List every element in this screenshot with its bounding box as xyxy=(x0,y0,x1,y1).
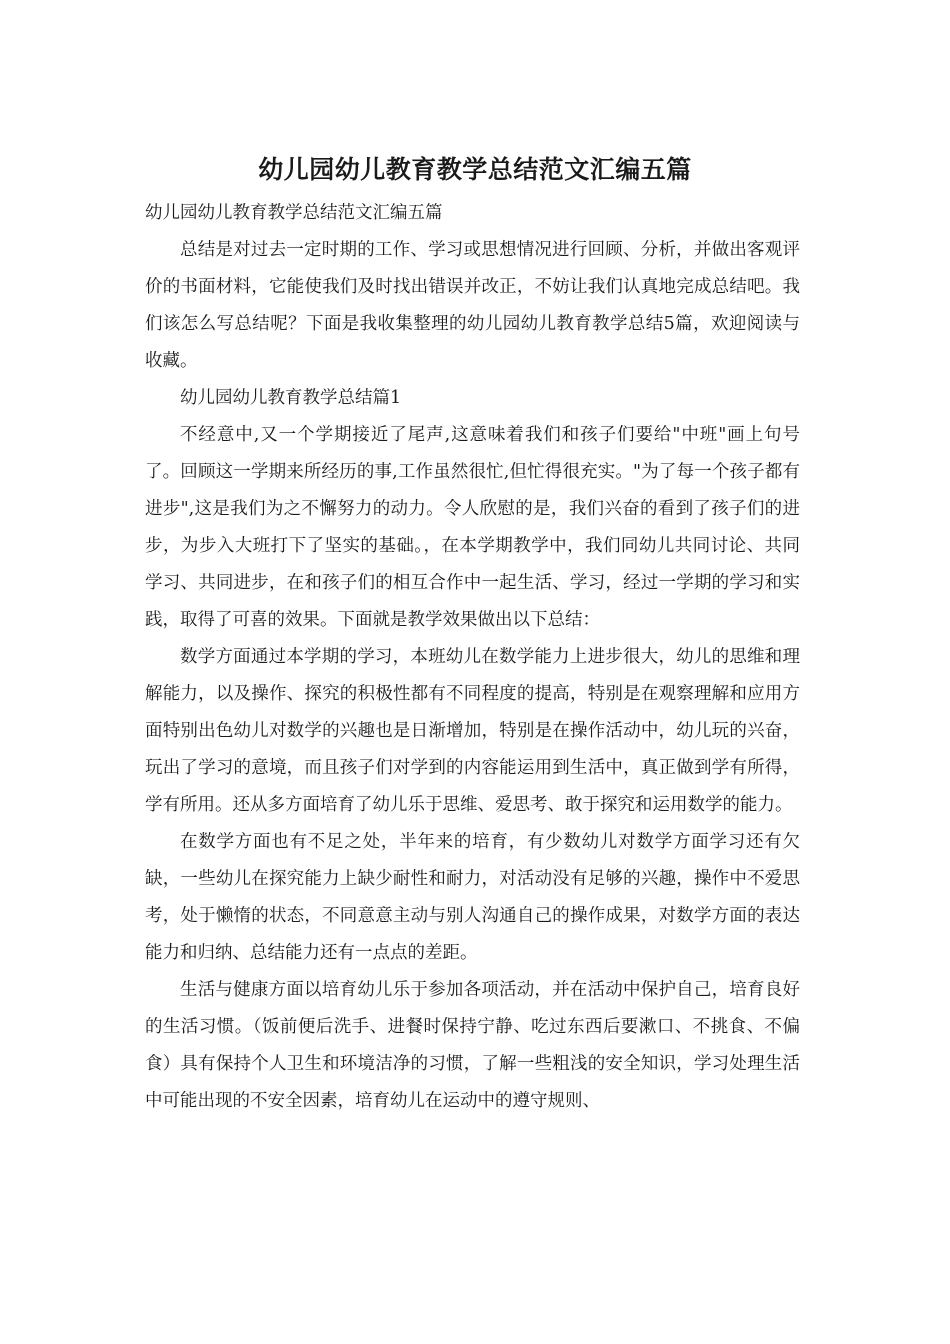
body-paragraph: 数学方面通过本学期的学习，本班幼儿在数学能力上进步很大，幼儿的思维和理解能力，以及操作、探究的积极性都有不同程度的提高，特别是在观察理解和应用方面特别出色幼儿对数学的兴趣也是日渐增加，特别是在操作活动中，幼儿玩的兴奋，玩出了学习的意境，而且孩子们对学到的内容能运用到生活中，真正做到学有所得，学有所用。还从多方面培育了幼儿乐于思维、爱思考、敢于探究和运用数学的能力。 xyxy=(145,647,800,815)
subtitle-paragraph: 幼儿园幼儿教育教学总结范文汇编五篇 xyxy=(145,203,443,223)
intro-paragraph: 总结是对过去一定时期的工作、学习或思想情况进行回顾、分析，并做出客观评价的书面材料，它能使我们及时找出错误并改正，不妨让我们认真地完成总结吧。我们该怎么写总结呢？下面是我收集整理的幼儿园幼儿教育教学总结5篇，欢迎阅读与收藏。 xyxy=(145,240,800,371)
body-paragraph: 在数学方面也有不足之处，半年来的培育，有少数幼儿对数学方面学习还有欠缺，一些幼儿在探究能力上缺少耐性和耐力，对活动没有足够的兴趣，操作中不爱思考，处于懒惰的状态，不同意意主动与别人沟通自己的操作成果，对数学方面的表达能力和归纳、总结能力还有一点点的差距。 xyxy=(145,832,800,963)
body-paragraph: 生活与健康方面以培育幼儿乐于参加各项活动，并在活动中保护自己，培育良好的生活习惯。（饭前便后洗手、进餐时保持宁静、吃过东西后要漱口、不挑食、不偏食）具有保持个人卫生和环境洁净的习惯，了解一些粗浅的安全知识，学习处理生活中可能出现的不安全因素，培育幼儿在运动中的遵守规则、 xyxy=(145,980,800,1111)
document-title: 幼儿园幼儿教育教学总结范文汇编五篇 xyxy=(258,155,692,184)
document-body xyxy=(145,195,800,1120)
section-heading: 幼儿园幼儿教育教学总结篇1 xyxy=(180,388,402,408)
body-paragraph: 不经意中,又一个学期接近了尾声,这意味着我们和孩子们要给"中班"画上句号了。回顾这一学期来所经历的事,工作虽然很忙,但忙得很充实。"为了每一个孩子都有进步",这是我们为之不懈努力的动力。令人欣慰的是，我们兴奋的看到了孩子们的进步，为步入大班打下了坚实的基础。，在本学期教学中，我们同幼儿共同讨论、共同学习、共同进步，在和孩子们的相互合作中一起生活、学习，经过一学期的学习和实践，取得了可喜的效果。下面就是教学效果做出以下总结： xyxy=(145,425,800,630)
